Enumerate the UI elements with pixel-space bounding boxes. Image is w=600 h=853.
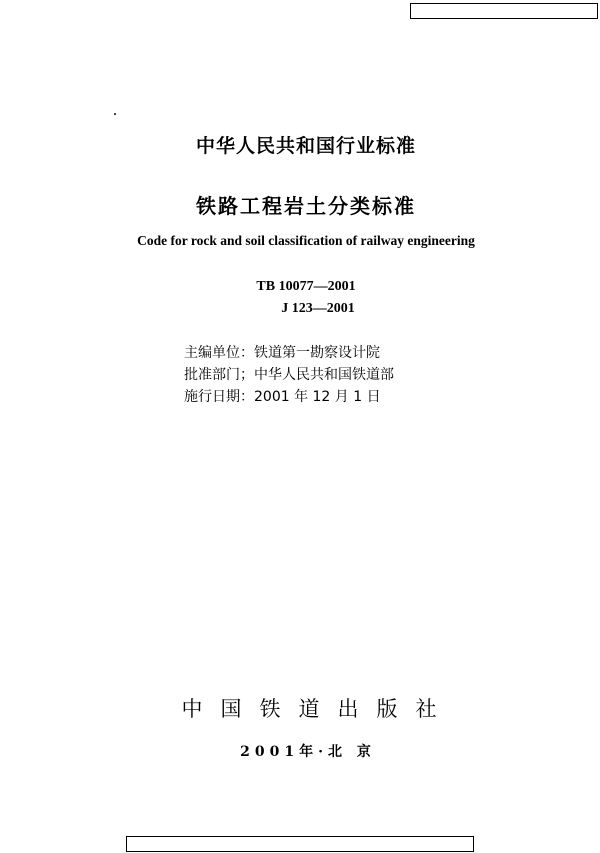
title-english: Code for rock and soil classification of railway engineering bbox=[137, 233, 475, 248]
chief-editor-unit: 主编单位：铁道第一勘察设计院 bbox=[184, 345, 380, 361]
standard-type: 中华人民共和国行业标准 bbox=[195, 135, 416, 157]
top-label-box bbox=[410, 3, 598, 19]
title-chinese: 铁路工程岩土分类标准 bbox=[196, 194, 416, 218]
standard-code-primary: TB 10077—2001 bbox=[256, 279, 356, 294]
standard-code-secondary: J 123—2001 bbox=[281, 301, 355, 316]
effective-date: 施行日期：2001 年 12 月 1 日 bbox=[184, 389, 381, 405]
scan-speck bbox=[114, 113, 116, 115]
bottom-label-box bbox=[126, 836, 474, 852]
publication-date-place: 2001年·北 京 bbox=[240, 744, 376, 760]
publisher-name: 中国铁道出版社 bbox=[181, 697, 455, 721]
approval-department: 批准部门；中华人民共和国铁道部 bbox=[184, 367, 394, 383]
